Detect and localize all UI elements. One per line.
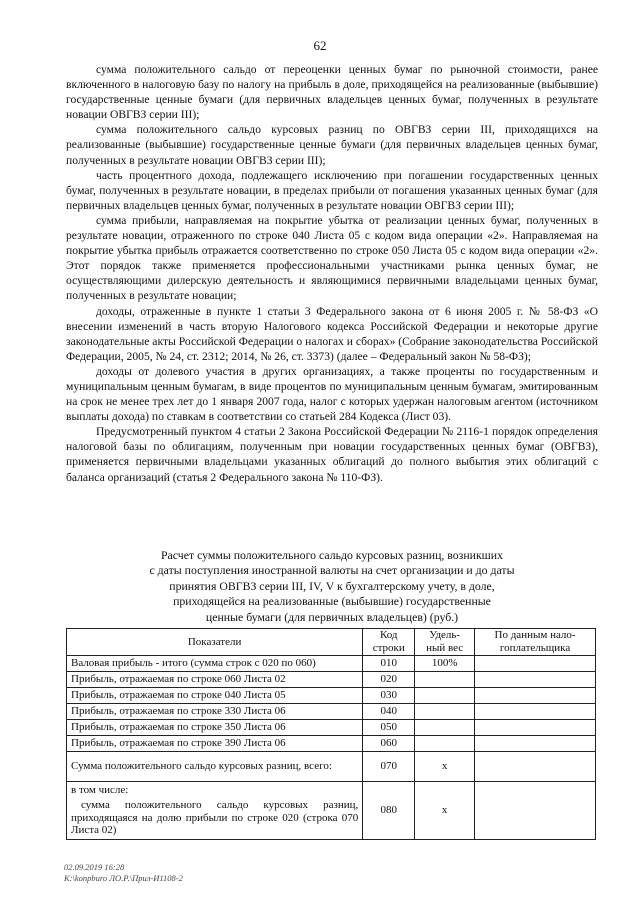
header-taxpayer-line: По данным нало-: [494, 629, 576, 642]
row-label: Валовая прибыль - итого (сумма строк с 020 по 060): [67, 656, 363, 672]
header-code: [363, 629, 415, 656]
row-share: [415, 720, 475, 736]
row-code: 080: [363, 782, 415, 840]
paragraph: доходы от долевого участия в других организациях, а также проценты по государственным и муниципальным ценным бумагам, в виде процентов по муниципальным ценным бумагам, эмитированным на срок не менее трех лет до 1 января 2007 года, налог с которых удержан налоговым агентом (источником выплаты дохода) по ставкам в соответствии со статьей 284 Кодекса (Лист 03).: [66, 364, 598, 424]
row-share: [415, 688, 475, 704]
paragraph: сумма прибыли, направляемая на покрытие убытка от реализации ценных бумаг, полученных в результате новации, отраженного по строке 040 Листа 05 с кодом вида операции «2». Направляемая на покрытие убытка прибыль отражается соответственно по строке 050 Листа 05 с кодом вида операции «2». Этот порядок также применяется профессиональными участниками рынка ценных бумаг, не осуществляющими дилерскую деятельность и являющимися первичными владельцами ценных бумаг, полученных в результате новации;: [66, 213, 598, 303]
table-header-row: [67, 629, 596, 656]
row-code: 070: [363, 752, 415, 782]
header-taxpayer-data: [475, 629, 596, 656]
table-row: [67, 736, 596, 752]
row-code: 050: [363, 720, 415, 736]
row-share: 100%: [415, 656, 475, 672]
paragraph: сумма положительного сальдо от переоценки ценных бумаг по рыночной стоимости, ранее включенного в налоговую базу по налогу на прибыль в доле, приходящейся на реализованные (выбывшие) государственные ценные бумаги (для первичных владельцев ценных бумаг, полученных в результате новации ОВГВЗ серии III);: [66, 63, 598, 122]
row-taxpayer-value: [475, 782, 596, 840]
row-code: 040: [363, 704, 415, 720]
header-code-line: строки: [372, 642, 405, 654]
last-row-text: сумма положительного сальдо курсовых разниц, приходящаяся на долю прибыли по строке 020 (строка 070 Листа 02): [71, 798, 359, 837]
row-taxpayer-value: [475, 688, 596, 704]
table-row: [67, 782, 596, 840]
calculation-table: [66, 628, 596, 840]
row-code: 020: [363, 672, 415, 688]
row-label: Прибыль, отражаемая по строке 330 Листа 06: [67, 704, 363, 720]
row-label: [67, 782, 363, 840]
row-share: [415, 704, 475, 720]
row-label: Прибыль, отражаемая по строке 040 Листа 05: [67, 688, 363, 704]
row-label: Сумма положительного сальдо курсовых разниц, всего:: [67, 752, 363, 782]
table-row: [67, 720, 596, 736]
row-share: х: [415, 752, 475, 782]
table-title-line: Расчет суммы положительного сальдо курсовых разниц, возникших: [161, 548, 503, 562]
row-label: Прибыль, отражаемая по строке 350 Листа 06: [67, 720, 363, 736]
row-code: 030: [363, 688, 415, 704]
table-title-line: приходящейся на реализованные (выбывшие) государственные: [173, 594, 491, 609]
table-title: [66, 548, 598, 625]
row-taxpayer-value: [475, 752, 596, 782]
including-label: в том числе:: [71, 784, 129, 797]
row-taxpayer-value: [475, 720, 596, 736]
table-row: [67, 704, 596, 720]
table-title-line: с даты поступления иностранной валюты на счет организации и до даты: [149, 563, 515, 578]
row-taxpayer-value: [475, 656, 596, 672]
row-taxpayer-value: [475, 704, 596, 720]
paragraph: доходы, отраженные в пункте 1 статьи 3 Федерального закона от 6 июня 2005 г. № 58-ФЗ «О внесении изменений в часть вторую Налогового кодекса Российской Федерации и некоторые другие законодательные акты Российской Федерации о налогах и сборах» (Собрание законодательства Российской Федерации, 2005, № 24, ст. 2312; 2014, № 26, ст. 3373) (далее – Федеральный закон № 58-ФЗ);: [66, 304, 598, 363]
header-indicators: Показатели: [67, 629, 363, 656]
row-label: Прибыль, отражаемая по строке 390 Листа 06: [67, 736, 363, 752]
table-row: [67, 688, 596, 704]
row-share: х: [415, 782, 475, 840]
footer-stamp: [64, 862, 183, 883]
table-row: [67, 752, 596, 782]
body-text: [66, 62, 598, 485]
page-number: 62: [313, 38, 327, 53]
row-code: 060: [363, 736, 415, 752]
footer-file-path: К:\konpburo ЛО.Р.\Прил-И1108-2: [64, 872, 183, 883]
table-row: [67, 672, 596, 688]
row-code: 010: [363, 656, 415, 672]
header-taxpayer-line: гоплательщика: [499, 642, 571, 654]
header-share-line: Удель-: [429, 629, 461, 642]
row-taxpayer-value: [475, 672, 596, 688]
paragraph: Предусмотренный пунктом 4 статьи 2 Закона Российской Федерации № 2116-1 порядок определения налоговой базы по облигациям, полученным при новации государственных ценных бумаг (ОВГВЗ), применяется первичными владельцами указанных облигаций до полного выбытия этих облигаций с баланса организаций (статья 2 Федерального закона № 110-ФЗ).: [66, 425, 598, 484]
paragraph: сумма положительного сальдо курсовых разниц по ОВГВЗ серии III, приходящихся на реализованные (выбывшие) государственные ценные бумаги (для первичных владельцев ценных бумаг, полученных в результате новации ОВГВЗ серии III);: [66, 123, 598, 167]
row-share: [415, 672, 475, 688]
header-share-line: ный вес: [426, 642, 464, 654]
header-share: [415, 629, 475, 656]
header-code-line: Код: [379, 629, 398, 642]
row-taxpayer-value: [475, 736, 596, 752]
paragraph: часть процентного дохода, подлежащего исключению при погашении государственных ценных бумаг, полученных в результате новации, в пределах прибыли от погашения указанных ценных бумаг (для первичных владельцев ценных бумаг, полученных в результате новации ОВГВЗ серии III);: [66, 168, 598, 212]
row-label: Прибыль, отражаемая по строке 060 Листа 02: [67, 672, 363, 688]
table-title-line: ценные бумаги (для первичных владельцев) (руб.): [205, 609, 459, 624]
table-title-line: принятия ОВГВЗ серии III, IV, V к бухгалтерскому учету, в доле,: [169, 578, 495, 593]
row-share: [415, 736, 475, 752]
footer-timestamp: 02.09.2019 16:28: [64, 862, 125, 872]
table-row: [67, 656, 596, 672]
